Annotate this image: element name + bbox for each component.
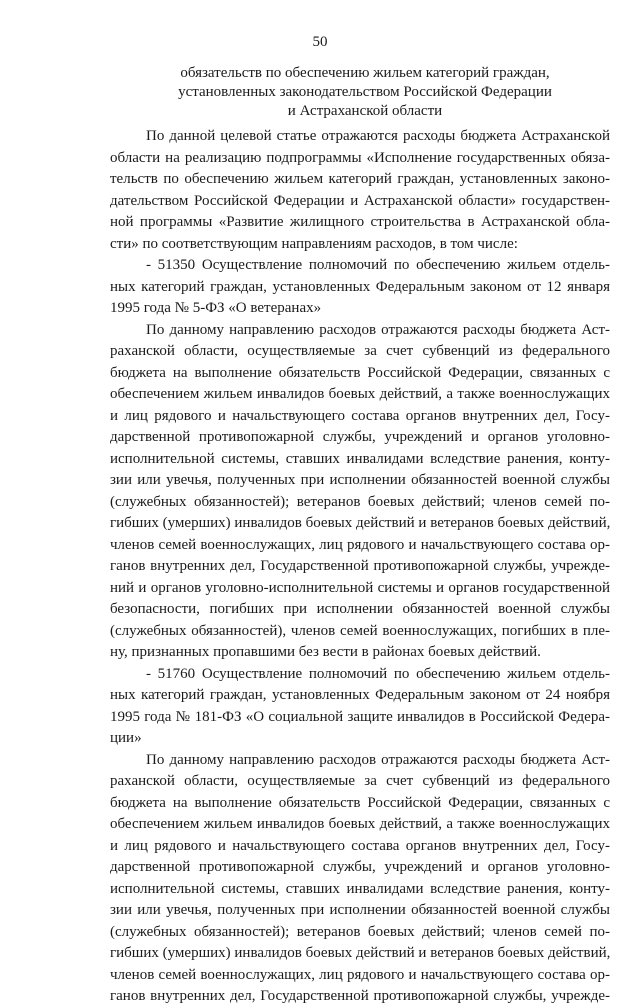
- heading-line: установленных законодательством Российской Федерации: [178, 84, 552, 100]
- paragraph-line: ной программы «Развитие жилищного строительства в Астраханской обла-: [110, 214, 610, 230]
- paragraph-line: ний и органов уголовно-исполнительной системы и органов государственной: [110, 579, 610, 596]
- paragraph-line: зии или увечья, полученных при исполнении обязанностей военной службы: [110, 472, 610, 488]
- paragraph-line: - 51350 Осуществление полномочий по обеспечению жильем отдель-: [146, 257, 610, 273]
- paragraph-line: По данному направлению расходов отражаются расходы бюджета Аст-: [146, 751, 610, 768]
- paragraph-line: 1995 года № 5-ФЗ «О ветеранах»: [110, 300, 322, 316]
- paragraph-line: членов семей военнослужащих, лиц рядового и начальствующего состава ор-: [110, 966, 610, 983]
- paragraph-line: и лиц рядового и начальствующего состава органов внутренних дел, Госу-: [110, 407, 610, 424]
- paragraph-line: По данному направлению расходов отражаются расходы бюджета Аст-: [146, 321, 610, 338]
- paragraph-line: бюджета на выполнение обязательств Российской Федерации, связанных с: [110, 794, 610, 811]
- paragraph-line: ных категорий граждан, установленных Федеральным законом от 12 января: [110, 278, 610, 295]
- paragraph-line: (служебных обязанностей); ветеранов боевых действий; членов семей по-: [110, 923, 610, 940]
- paragraph-line: обеспечением жильем инвалидов боевых действий, а также военнослужащих: [110, 386, 610, 402]
- paragraph-line: раханской области, осуществляемые за счет субвенций из федерального: [110, 773, 610, 789]
- paragraph-line: гибших (умерших) инвалидов боевых действий и ветеранов боевых действий,: [110, 515, 610, 531]
- paragraph-line: бюджета на выполнение обязательств Российской Федерации, связанных с: [110, 364, 610, 381]
- paragraph-line: сти» по соответствующим направлениям расходов, в том числе:: [110, 235, 518, 252]
- paragraph-line: ну, признанных пропавшими без вести в районах боевых действий.: [110, 644, 541, 660]
- body-text: [110, 126, 610, 1008]
- paragraph-line: и лиц рядового и начальствующего состава органов внутренних дел, Госу-: [110, 837, 610, 854]
- paragraph-line: тельств по обеспечению жильем категорий граждан, установленных законо-: [110, 171, 610, 187]
- paragraph-line: безопасности, погибших при исполнении обязанностей военной службы: [110, 601, 610, 617]
- paragraph-line: ции»: [110, 730, 142, 746]
- paragraph-line: раханской области, осуществляемые за счет субвенций из федерального: [110, 343, 610, 359]
- paragraph-line: (служебных обязанностей); ветеранов боевых действий; членов семей по-: [110, 493, 610, 510]
- paragraph-line: дарственной противопожарной службы, учреждений и органов уголовно-: [110, 859, 610, 875]
- paragraph-line: дарственной противопожарной службы, учреждений и органов уголовно-: [110, 429, 610, 445]
- paragraph-line: - 51760 Осуществление полномочий по обеспечению жильем отдель-: [146, 665, 610, 682]
- paragraph-line: зии или увечья, полученных при исполнении обязанностей военной службы: [110, 902, 610, 918]
- paragraph-line: ганов внутренних дел, Государственной противопожарной службы, учрежде-: [110, 558, 610, 574]
- heading-line: обязательств по обеспечению жильем категорий граждан,: [180, 65, 550, 81]
- paragraph-line: ных категорий граждан, установленных Федеральным законом от 24 ноября: [110, 687, 610, 703]
- paragraph-line: (служебных обязанностей), членов семей военнослужащих, погибших в пле-: [110, 622, 610, 639]
- heading-line: и Астраханской области: [287, 103, 443, 119]
- paragraph-line: исполнительной системы, ставших инвалидами вследствие ранения, конту-: [110, 450, 610, 467]
- paragraph-line: дательством Российской Федерации и Астраханской области» государствен-: [110, 192, 610, 209]
- paragraph-line: области на реализацию подпрограммы «Исполнение государственных обяза-: [110, 149, 610, 166]
- section-heading: [0, 64, 640, 121]
- paragraph-line: гибших (умерших) инвалидов боевых действий и ветеранов боевых действий,: [110, 945, 610, 961]
- page-number: 50: [312, 34, 328, 50]
- paragraph-line: По данной целевой статье отражаются расходы бюджета Астраханской: [146, 128, 610, 144]
- paragraph-line: исполнительной системы, ставших инвалидами вследствие ранения, конту-: [110, 880, 610, 897]
- paragraph-line: 1995 года № 181-ФЗ «О социальной защите инвалидов в Российской Федера-: [110, 708, 610, 725]
- paragraph-line: членов семей военнослужащих, лиц рядового и начальствующего состава ор-: [110, 536, 610, 553]
- paragraph-line: ганов внутренних дел, Государственной противопожарной службы, учрежде-: [110, 988, 610, 1004]
- paragraph-line: обеспечением жильем инвалидов боевых действий, а также военнослужащих: [110, 816, 610, 832]
